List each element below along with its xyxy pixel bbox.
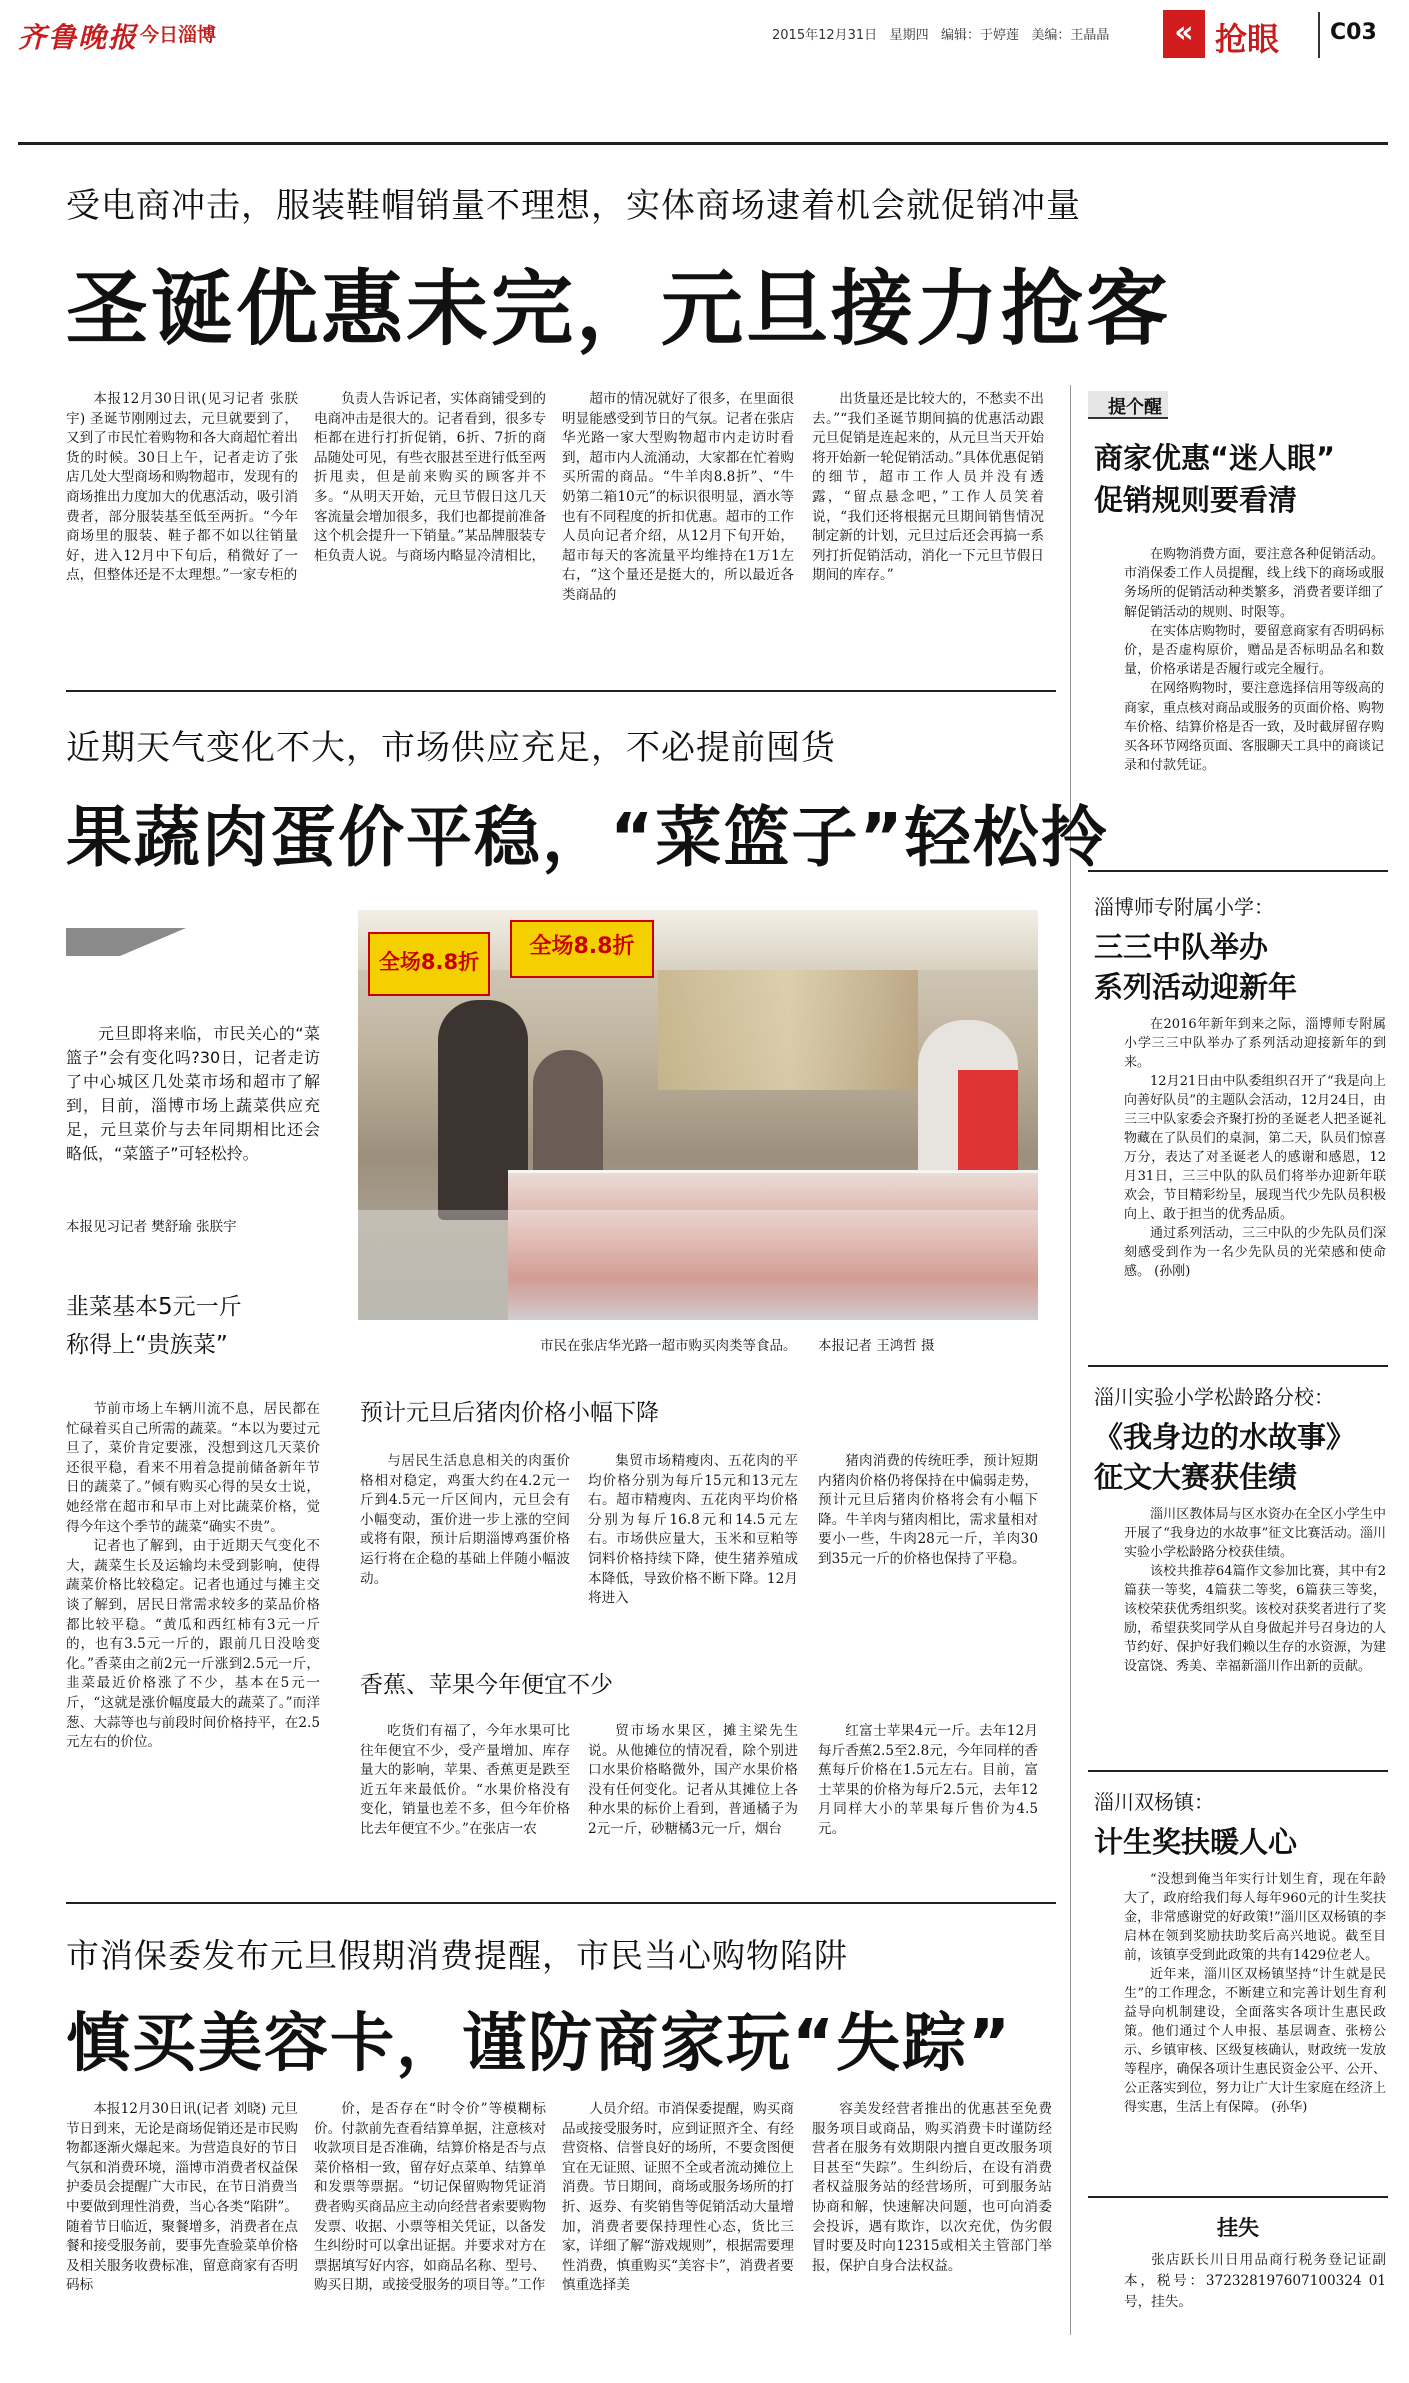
section-tag-label: 抢眼 — [1215, 20, 1280, 58]
fruit-subtitle: 香蕉、苹果今年便宜不少 — [360, 1672, 613, 1698]
tip-body — [1124, 545, 1384, 855]
brief-paragraph: 12月21日由中队委组织召开了“我是向上向善好队员”的主题队会活动，12月24日，由三三中队家委会齐聚打扮的圣诞老人把圣诞礼物藏在了队员们的桌洞，第二天，队员们惊喜万分，表达了对圣诞老人的感谢和感恩，12月31日，三三中队的队员们将举办迎新年联欢会，节目精彩纷呈，展现当代少先队员积极向上、敢于担当的优秀品质。 — [1124, 1074, 1386, 1222]
sale-sign-text: 全场8.8折 — [529, 934, 635, 959]
fruit-col-2 — [588, 1722, 798, 1887]
article2-lead: 元旦即将来临，市民关心的“菜篮子”会有变化吗?30日，记者走访了中心城区几处菜市场和超市了解到，目前，淄博市场上蔬菜供应充足，元旦菜价与去年同期相比还会略低，“菜篮子”可轻松拎。 — [66, 1024, 320, 1163]
notice-text: 张店跃长川日用品商行税务登记证副本，税号：372328197607100324 01号，挂失。 — [1124, 2252, 1386, 2310]
fruit-text: 红富士苹果4元一斤。去年12月每斤香蕉2.5至2.8元，今年同样的香蕉每斤价格在1.5元左右。目前，富士苹果的价格为每斤2.5元，去年12月同样大小的苹果每斤售价为4.5元。 — [818, 1723, 1038, 1837]
brief-title: 计生奖扶暖人心 — [1094, 1825, 1298, 1859]
article3-kicker: 市消保委发布元旦假期消费提醒，市民当心购物陷阱 — [66, 1936, 848, 1975]
tip-title: 商家优惠“迷人眼” 促销规则要看清 — [1094, 441, 1336, 517]
sidebar-divider — [1088, 2196, 1388, 2198]
veg-subtitle: 韭菜基本5元一斤 称得上“贵族菜” — [66, 1294, 242, 1358]
section-divider — [66, 1902, 1056, 1904]
brief-paragraph: 近年来，淄川区双杨镇坚持“计生就是民生”的工作理念，不断建立和完善计划生育利益导向机制建设，全面落实各项计生惠民政策。他们通过个人申报、基层调查、张榜公示、乡镇审核、区级复核确认，财政统一发放等程序，确保各项计生惠民资金公平、公开、公正落实到位，努力让广大计生家庭在经济上得实惠，生活上有保障。 (孙华) — [1124, 1967, 1386, 2115]
photo-caption — [540, 1334, 935, 1354]
sale-sign — [368, 932, 490, 996]
article1-headline: 圣诞优惠未完，元旦接力抢客 — [66, 262, 1172, 357]
brief-paragraph: 该校共推荐64篇作文参加比赛，其中有2篇获一等奖，4篇获二等奖，6篇获三等奖，该校荣获优秀组织奖。该校对获奖者进行了奖励，希望获奖同学从自身做起并号召身边的人节约好、保护好我们赖以生存的水资源，为建设富饶、秀美、幸福新淄川作出新的贡献。 — [1124, 1564, 1386, 1674]
brief-paragraph: 淄川区教体局与区水资办在全区小学生中开展了“我身边的水故事”征文比赛活动。淄川实验小学松龄路分校获佳绩。 — [1124, 1507, 1386, 1560]
newspaper-logo: 齐鲁晚报 — [18, 21, 139, 54]
fruit-col-3 — [818, 1722, 1038, 1887]
masthead-rule — [18, 142, 1388, 145]
sale-sign-text: 全场8.8折 — [378, 950, 480, 974]
section-tag — [1163, 10, 1323, 58]
brief-body — [1124, 1505, 1386, 1767]
brief-kicker: 淄川双杨镇： — [1094, 1790, 1214, 1814]
article1-text: 出货量还是比较大的，不愁卖不出去。”“我们圣诞节期间搞的优惠活动跟元旦促销是连起来的，从元旦当天开始将开始新一轮促销活动。”具体优惠促销的细节，超市工作人员并没有透露，“留点悬念吧，”工作人员笑着说，“我们还将根据元旦期间销售情况制定新的计划，元旦过后还会再搞一系列打折促销活动，消化一下元旦节假日期间的库存。” — [812, 391, 1044, 584]
veg-paragraph: 记者也了解到，由于近期天气变化不大，蔬菜生长及运输均未受到影响，使得蔬菜价格比较稳定。记者也通过与摊主交谈了解到，居民日常需求较多的菜品价格都比较平稳。“黄瓜和西红柿有3元一斤的，也有3.5元一斤的，跟前几日没啥变化。”香菜由之前2元一斤涨到2.5元一斤，韭菜最近价格涨了不少，基本在5元一斤，“这就是涨价幅度最大的蔬菜了。”而洋葱、大蒜等也与前段时间价格持平，在2.5元左右的价位。 — [66, 1538, 320, 1751]
column-divider — [1070, 385, 1071, 2335]
article1-col-2 — [314, 390, 546, 668]
brief-paragraph: 在2016年新年到来之际，淄博师专附属小学三三中队举办了系列活动迎接新年的到来。 — [1124, 1017, 1386, 1070]
editor-credit: 编辑：于婷莲 — [941, 28, 1020, 43]
tip-paragraph: 在购物消费方面，要注意各种促销活动。市消保委工作人员提醒，线上线下的商场或服务场所的促销活动种类繁多，消费者要详细了解促销活动的规则、时限等。 — [1124, 547, 1384, 620]
photo-credit: 本报记者 王鸿哲 摄 — [817, 1338, 935, 1354]
photo-caption-text: 市民在张店华光路一超市购买肉类等食品。 — [540, 1338, 797, 1354]
lead-marker-notch — [120, 928, 186, 956]
sidebar-divider — [1088, 870, 1388, 872]
article1-col-3 — [562, 390, 794, 668]
photo-glass — [358, 1210, 1038, 1320]
fruit-text: 贸市场水果区，摊主梁先生说。从他摊位的情况看，除个别进口水果价格略微外，国产水果价格没有任何变化。记者从其摊位上各种水果的标价上看到，普通橘子为2元一斤，砂糖橘3元一斤，烟台 — [588, 1723, 798, 1837]
article3-col-1 — [66, 2100, 298, 2370]
article1-text: 负责人告诉记者，实体商铺受到的电商冲击是很大的。记者看到，很多专柜都在进行打折促销，6折、7折的商品随处可见，有些衣服甚至进行低至两折甩卖，但是前来购买的顾客并不多。“从明天开始，元旦节假日这几天客流量会增加很多，我们也都提前准备这个机会提升一下销量。”某品牌服装专柜负责人说。与商场内略显冷清相比， — [314, 391, 546, 564]
notice-body — [1124, 2250, 1386, 2330]
brief-1 — [1088, 885, 1388, 1355]
article3-text: 价，是否存在“时令价”等模糊标价。付款前先查看结算单据，注意核对收款项目是否准确，结算价格是否与点菜价格相一致，留存好点菜单、结算单和发票等票据。“切记保留购物凭证消费者购买商品应主动向经营者索要购物发票、收据、小票等相关凭证，以备发生纠纷时可以拿出证据。并要求对方在票据填写好内容，如商品名称、型号、购买日期，或接受服务的项目等。”工作 — [314, 2101, 546, 2294]
masthead-info — [772, 24, 1109, 43]
masthead — [0, 0, 1409, 90]
fruit-text: 吃货们有福了，今年水果可比往年便宜不少，受产量增加、库存量大的影响，苹果、香蕉更是跌至近五年来最低价。“水果价格没有变化，销量也差不多，但今年价格比去年便宜不少。”在张店一农 — [360, 1723, 570, 1837]
pork-col-2 — [588, 1452, 798, 1642]
fruit-col-1 — [360, 1722, 570, 1887]
section-divider — [66, 690, 1056, 692]
article3-col-2 — [314, 2100, 546, 2370]
page-number: C03 — [1330, 20, 1377, 45]
article2-headline: 果蔬肉蛋价平稳，“菜篮子”轻松拎 — [66, 799, 1109, 876]
brief-3 — [1088, 1780, 1388, 2190]
veg-body — [66, 1400, 320, 1890]
photo-shelf — [658, 970, 918, 1090]
article3-col-4 — [812, 2100, 1052, 2370]
article1-text: 超市的情况就好了很多，在里面很明显能感受到节日的气氛。记者在张店华光路一家大型购物超市内走访时看到，超市内人流涌动，大家都在忙着购买所需的商品。“牛羊肉8.8折”、“牛奶第二箱10元”的标识很明显，酒水等也有不同程度的折扣优惠。超市的工作人员向记者介绍，从12月下旬开始，超市每天的客流量平均维持在1万1左右，“这个量还是挺大的，所以最近各类商品的 — [562, 391, 794, 603]
article1-text: 本报12月30日讯(见习记者 张朕宇) 圣诞节刚刚过去，元旦就要到了，又到了市民忙着购物和各大商超忙着出货的时候。30日上午，记者走访了张店几处大型商场和购物超市，发现有的商场推出力度加大的优惠活动，吸引消费者，部分服装基至低至两折。“今年商场里的服装、鞋子都不如以往销量好，进入12月中下旬后，稍微好了一点，但整体还是不太理想。”一家专柜的 — [66, 391, 298, 584]
article3-headline: 慎买美容卡，谨防商家玩“失踪” — [66, 2007, 1013, 2081]
issue-weekday: 星期四 — [889, 28, 929, 43]
masthead-divider — [1318, 12, 1320, 58]
article3-text: 容美发经营者推出的优惠甚至免费服务项目或商品，购买消费卡时谨防经营者在服务有效期限内擅自更改服务项目甚至“失踪”。生纠纷后，在设有消费者权益服务站的经营场所，可到服务站协商和解，快速解决问题，也可向消委会投诉，遇有欺诈，以次充优，伪劣假冒时要及时向12315或相关主管部门举报，保护自身合法权益。 — [812, 2101, 1052, 2274]
tip-label: 提个醒 — [1108, 397, 1162, 418]
article3-col-3 — [562, 2100, 794, 2370]
brief-body — [1124, 1015, 1386, 1345]
sidebar-tip — [1088, 385, 1388, 860]
section-name: 今日淄博 — [140, 24, 217, 46]
article2-byline: 本报见习记者 樊舒瑜 张朕宇 — [66, 1219, 237, 1235]
chevron-left-icon: « — [1163, 10, 1205, 58]
sidebar-divider — [1088, 1365, 1388, 1367]
designer-credit: 美编：王晶晶 — [1031, 28, 1110, 43]
pork-col-1 — [360, 1452, 570, 1642]
pork-text: 与居民生活息息相关的肉蛋价格相对稳定，鸡蛋大约在4.2元一斤到4.5元一斤区间内，元旦会有小幅变动，蛋价进一步上涨的空间或将有限，预计后期淄博鸡蛋价格运行将在企稳的基础上伴随小幅波动。 — [360, 1453, 570, 1587]
issue-date: 2015年12月31日 — [772, 28, 878, 43]
pork-text: 集贸市场精瘦肉、五花肉的平均价格分别为每斤15元和13元左右。超市精瘦肉、五花肉平均价格分别为每斤16.8元和14.5元左右。市场供应量大，玉米和豆粕等饲料价格持续下降，使生猪养殖成本降低，导致价格不断下降。12月将进入 — [588, 1453, 798, 1607]
tip-paragraph: 在实体店购物时，要留意商家有否明码标价，是否虚构原价，赠品是否标明品名和数量，价格承诺是否履行或完全履行。 — [1124, 623, 1384, 678]
brief-paragraph: “没想到俺当年实行计划生育，现在年龄大了，政府给我们每人每年960元的计生奖扶金，非常感谢党的好政策!”淄川区双杨镇的李启林在领到奖励扶助奖后高兴地说。截至目前，该镇享受到此政策的共有1429位老人。 — [1124, 1872, 1386, 1963]
pork-subtitle: 预计元旦后猪肉价格小幅下降 — [360, 1400, 659, 1426]
article3-text: 人员介绍。市消保委提醒，购买商品或接受服务时，应到证照齐全、有经营资格、信誉良好的场所，不要贪图便宜在无证照、证照不全或者流动摊位上消费。节日期间，商场或服务场所的打折、返券、有奖销售等促销活动大量增加，消费者要保持理性心态，货比三家，详细了解“游戏规则”，根据需要理性消费，慎重购买“美容卡”，消费者要慎重选择美 — [562, 2101, 794, 2294]
brief-kicker: 淄川实验小学松龄路分校： — [1094, 1385, 1334, 1409]
article3-text: 本报12月30日讯(记者 刘晓) 元旦节日到来，无论是商场促销还是市民购物都逐渐火爆起来。为营造良好的节日气氛和消费环境，淄博市消费者权益保护委员会提醒广大市民，在节日消费当中要做到理性消费，当心各类“陷阱”。随着节日临近，聚餐增多，消费者在点餐和接受服务前，要事先查验菜单价格及相关服务收费标准，留意商家有否明码标 — [66, 2101, 298, 2294]
article1-kicker: 受电商冲击，服装鞋帽销量不理想，实体商场逮着机会就促销冲量 — [66, 186, 1081, 226]
supermarket-photo — [358, 910, 1038, 1320]
sale-sign — [510, 920, 654, 978]
brief-title: 《我身边的水故事》 征文大赛获佳绩 — [1094, 1420, 1356, 1494]
article2-kicker: 近期天气变化不大，市场供应充足，不必提前囤货 — [66, 728, 836, 768]
brief-title: 三三中队举办 系列活动迎新年 — [1094, 930, 1298, 1004]
veg-paragraph: 节前市场上车辆川流不息，居民都在忙碌着买自己所需的蔬菜。“本以为要过元旦了，菜价肯定要涨，没想到这几天菜价还很平稳，看来不用着急提前储备新年节日的蔬菜了。”倾有购买心得的吴女士说，她经常在超市和早市上对比蔬菜价格，觉得今年这个季节的蔬菜“确实不贵”。 — [66, 1401, 320, 1535]
photo-clerk-apron — [958, 1070, 1018, 1180]
brief-body — [1124, 1870, 1386, 2185]
lost-notice — [1088, 2206, 1388, 2336]
brief-kicker: 淄博师专附属小学： — [1094, 895, 1274, 919]
brief-paragraph: 通过系列活动，三三中队的少先队员们深刻感受到作为一名少先队员的光荣感和使命感。 (孙刚) — [1124, 1226, 1386, 1279]
article1-col-1 — [66, 390, 298, 668]
brief-2 — [1088, 1375, 1388, 1775]
pork-text: 猪肉消费的传统旺季，预计短期内猪肉价格仍将保持在中偏弱走势，预计元旦后猪肉价格将会有小幅下降。牛羊肉与猪肉相比，需求量相对要小一些，牛肉28元一斤，羊肉30到35元一斤的价格也保持了平稳。 — [818, 1453, 1038, 1567]
article1-col-4 — [812, 390, 1044, 668]
pork-col-3 — [818, 1452, 1038, 1642]
sidebar-divider — [1088, 1770, 1388, 1772]
tip-paragraph: 在网络购物时，要注意选择信用等级高的商家，重点核对商品或服务的页面价格、购物车价格、结算价格是否一致，及时截屏留存购买各环节网络页面、客服聊天工具中的商谈记录和付款凭证。 — [1124, 681, 1384, 774]
notice-title: 挂失 — [1217, 2216, 1259, 2240]
